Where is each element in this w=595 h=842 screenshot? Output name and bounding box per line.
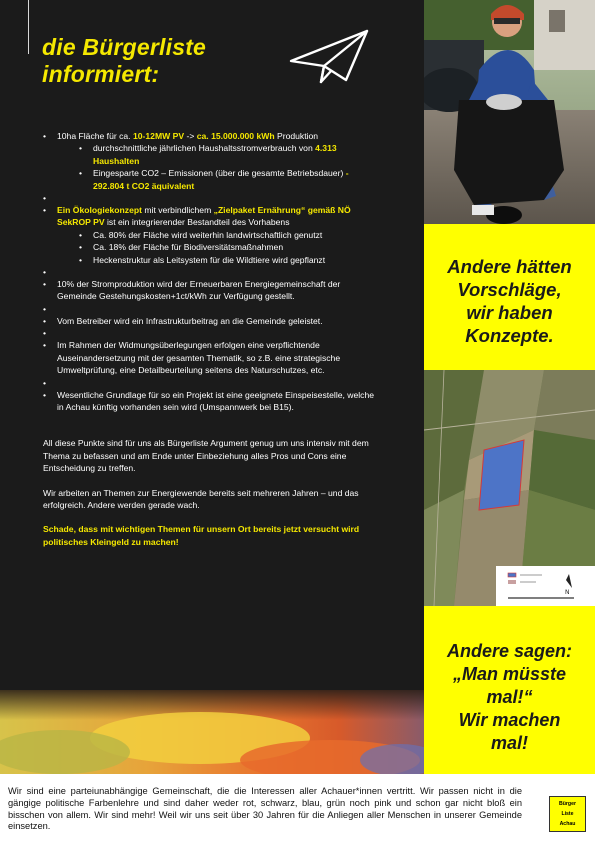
spacer — [43, 303, 378, 315]
sub-bullet-households: • durchschnittliche jährlichen Haushaltsstromverbrauch von 4.313 Haushalten — [79, 142, 378, 167]
photo-color-pigments — [0, 690, 424, 774]
sub-bullet-agriculture: • Ca. 80% der Fläche wird weiterhin landwirtschaftlich genutzt — [79, 229, 378, 241]
svg-text:N: N — [565, 589, 570, 596]
spacer — [43, 192, 378, 204]
paragraph-energy-transition: Wir arbeiten an Themen zur Energiewende bereits seit mehreren Jahren – und das erfolgreich. Andere werden gerade wach. — [43, 487, 359, 510]
spacer — [43, 266, 378, 278]
bullet-zoning: • Im Rahmen der Widmungsüberlegungen erfolgen eine verpflichtende Auseinandersetzung mit der gesamten Thematik, so z.B. eine strategische Umweltprüfung, eine Detailbeurteilung seitens des Naturschutzes, etc. — [43, 339, 378, 376]
quote-box-action — [424, 606, 595, 774]
bullet-pv-area: • 10ha Fläche für ca. 10-12MW PV -> ca. 15.000.000 kWh Produktion • durchschnittliche jährlichen Haushaltsstromverbrauch von 4.313 Haushalten • Eingesparte CO2 – Emissionen (über die gesamte Betriebsdauer) - 292.804 t CO2 äquivalent — [43, 130, 378, 192]
divider-line — [28, 0, 29, 54]
bullet-ecology-concept: • Ein Ökologiekonzept mit verbindlichem „Zielpaket Ernährung“ gemäß NÖ SekROP PV ist ein integrierender Bestandteil des Vorhabens • Ca. 80% der Fläche wird weiterhin landwirtschaftlich genutzt • Ca. 18% der Fläche für Biodiversitätsmaßnahmen • Heckenstruktur als Leitsystem für die Wildtiere wird gepflanzt — [43, 204, 378, 266]
paragraph-political: Schade, dass mit wichtigen Themen für unsern Ort bereits jetzt versucht wird politisches Kleingeld zu machen! — [43, 524, 360, 547]
paragraph-decision: All diese Punkte sind für uns als Bürgerliste Argument genug um uns intensiv mit dem Thema zu befassen und am Ende unter Einbeziehung alles Pros und Cons eine Entscheidung zu treffen. — [43, 438, 369, 474]
paper-plane-icon — [288, 28, 370, 84]
sub-bullet-biodiversity: • Ca. 18% der Fläche für Biodiversitätsmaßnahmen — [79, 241, 378, 253]
spacer — [43, 377, 378, 389]
bullet-feed-in: • Wesentliche Grundlage für so ein Projekt ist eine geeignete Einspeisestelle, welche in Achau künftig vorhanden sein wird (Umspannwerk bei B15). — [43, 389, 378, 414]
page-title — [42, 34, 206, 88]
bullet-energy-community: • 10% der Stromproduktion wird der Erneuerbaren Energiegemeinschaft der Gemeinde Gestehungskosten+1ct/kWh zur Verfügung gestellt. — [43, 278, 378, 303]
quote-action: Andere sagen: „Man müsste mal!“ Wir machen mal! — [446, 641, 573, 753]
title-line-1: die Bürgerliste — [42, 34, 207, 60]
photo-scooter-rider — [424, 0, 595, 224]
sub-bullet-hedges: • Heckenstruktur als Leitsystem für die Wildtiere wird gepflanzt — [79, 254, 378, 266]
spacer — [43, 327, 378, 339]
title-line-2: informiert: — [42, 61, 160, 87]
sub-bullet-co2: • Eingesparte CO2 – Emissionen (über die gesamte Betriebsdauer) - 292.804 t CO2 äquivalent — [79, 167, 378, 192]
main-content — [43, 130, 378, 548]
aerial-field-map — [424, 370, 595, 606]
footer-statement: Wir sind eine parteiunabhängige Gemeinschaft, die die Interessen aller Achauer*innen vertritt. Wir passen nicht in die gängige politische Farbenlehre und sind daher weder rot, schwarz, blau, grün noch pink und schon gar nicht bloß ein bisschen von allem. Wir sind mehr! Weil wir uns seit über 30 Jahren für die Anliegen aller Menschen in unserer Gemeinde einsetzen. — [8, 786, 522, 832]
logo-buergerliste: Bürger Liste Achau — [549, 796, 586, 832]
bullet-infrastructure: • Vom Betreiber wird ein Infrastrukturbeitrag an die Gemeinde geleistet. — [43, 315, 378, 327]
quote-concepts: Andere hätten Vorschläge, wir haben Konzepte. — [447, 256, 572, 346]
quote-box-concepts — [424, 224, 595, 370]
